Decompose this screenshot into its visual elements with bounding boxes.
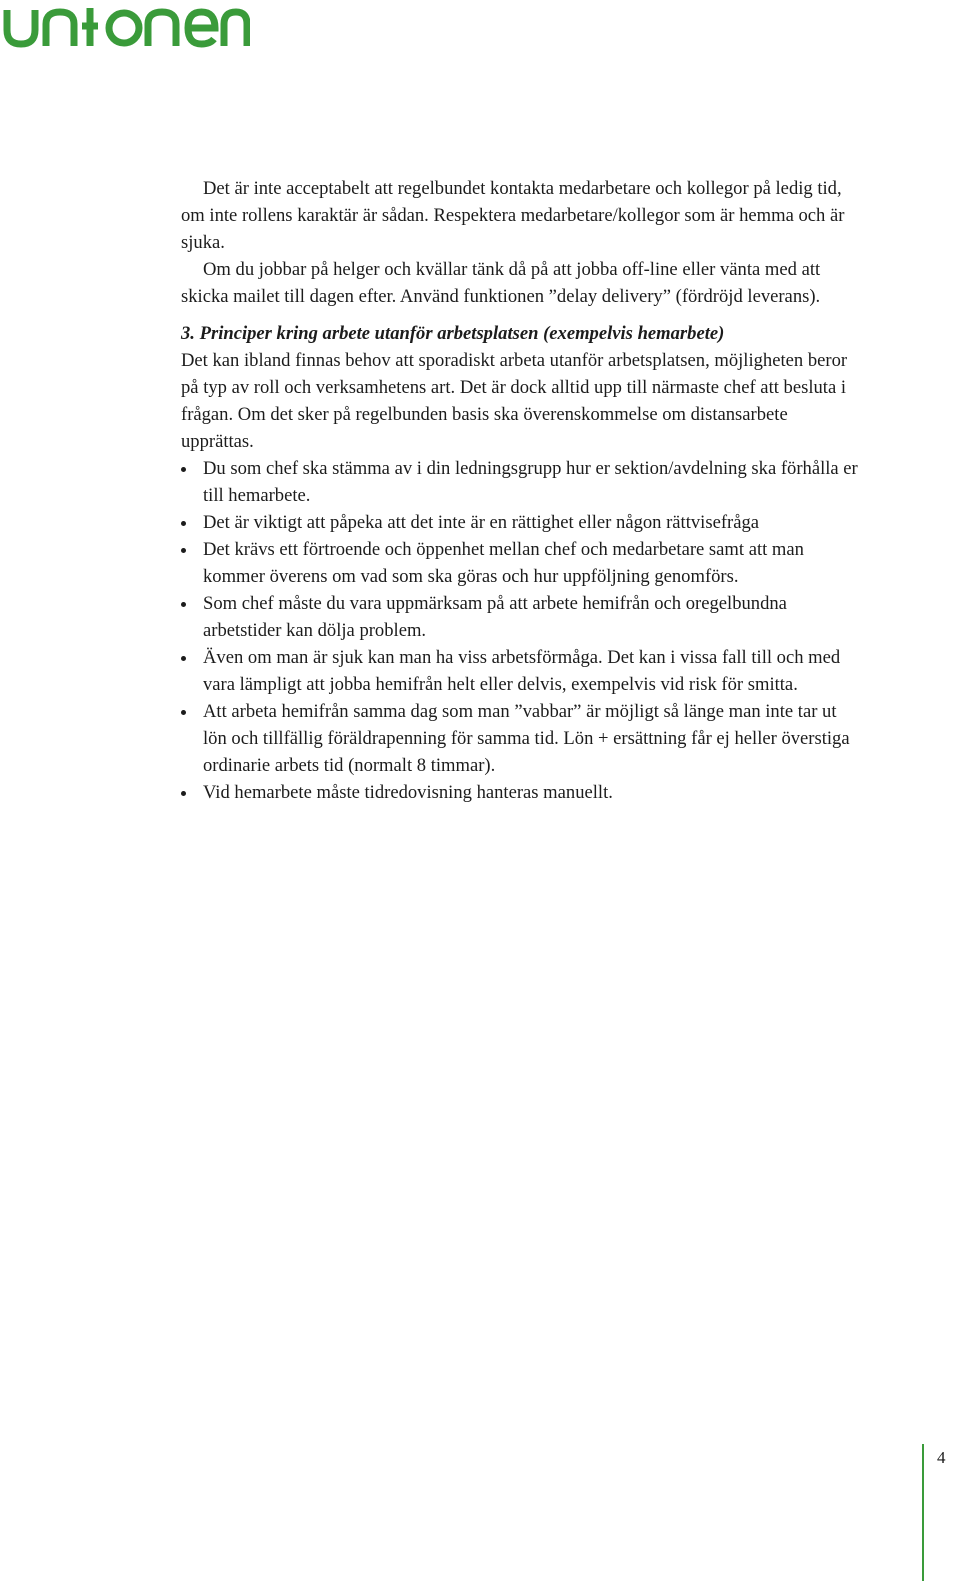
bullet-text: Det krävs ett förtroende och öppenhet mellan chef och medarbetare samt att man kommer överens om vad som ska göras och hur uppföljning genomförs.: [203, 539, 804, 587]
bullet-icon: [181, 548, 186, 553]
unionen-logo: [2, 4, 250, 48]
section-heading: 3. Principer kring arbete utanför arbetsplatsen (exempelvis hemarbete): [181, 323, 725, 344]
page-margin-rule: [922, 1444, 924, 1581]
section-body: Det kan ibland finnas behov att sporadiskt arbeta utanför arbetsplatsen, möjligheten beror på typ av roll och verksamhetens art. Det är dock alltid upp till närmaste chef att besluta i frågan. Om det sker på regelbunden basis ska överenskommelse om distansarbete upprättas.: [181, 350, 848, 452]
bullet-text: Vid hemarbete måste tidredovisning hanteras manuellt.: [203, 782, 613, 803]
bullet-item: [181, 644, 861, 698]
intro-paragraph: Det är inte acceptabelt att regelbundet kontakta medarbetare och kollegor på ledig tid, om inte rollens karaktär är sådan. Respektera medarbetare/kollegor som är hemma och är sjuka.: [181, 178, 845, 253]
page-number: 4: [937, 1448, 946, 1467]
document-body: [181, 175, 861, 806]
bullet-text: Även om man är sjuk kan man ha viss arbetsförmåga. Det kan i vissa fall till och med vara lämpligt att jobba hemifrån helt eller delvis, exempelvis vid risk för smitta.: [203, 647, 841, 695]
bullet-item: [181, 509, 861, 536]
bullet-text: Du som chef ska stämma av i din ledningsgrupp hur er sektion/avdelning ska förhålla er till hemarbete.: [203, 458, 858, 506]
bullet-item: [181, 779, 861, 806]
bullet-item: [181, 698, 861, 779]
bullet-text: Att arbeta hemifrån samma dag som man ”vabbar” är möjligt så länge man inte tar ut lön och tillfällig föräldrapenning för samma tid. Lön + ersättning får ej heller överstiga ordinarie arbets tid (normalt 8 timmar).: [203, 701, 850, 776]
bullet-list: [181, 455, 861, 806]
bullet-icon: [181, 521, 186, 526]
bullet-icon: [181, 710, 186, 715]
bullet-icon: [181, 791, 186, 796]
bullet-item: [181, 455, 861, 509]
bullet-text: Som chef måste du vara uppmärksam på att arbete hemifrån och oregelbundna arbetstider kan dölja problem.: [203, 593, 787, 641]
bullet-text: Det är viktigt att påpeka att det inte är en rättighet eller någon rättvisefråga: [203, 512, 760, 533]
bullet-item: [181, 590, 861, 644]
bullet-icon: [181, 602, 186, 607]
bullet-icon: [181, 656, 186, 661]
bullet-item: [181, 536, 861, 590]
bullet-icon: [181, 467, 186, 472]
intro-paragraph: Om du jobbar på helger och kvällar tänk då på att jobba off-line eller vänta med att skicka mailet till dagen efter. Använd funktionen ”delay delivery” (fördröjd leverans).: [181, 259, 821, 307]
